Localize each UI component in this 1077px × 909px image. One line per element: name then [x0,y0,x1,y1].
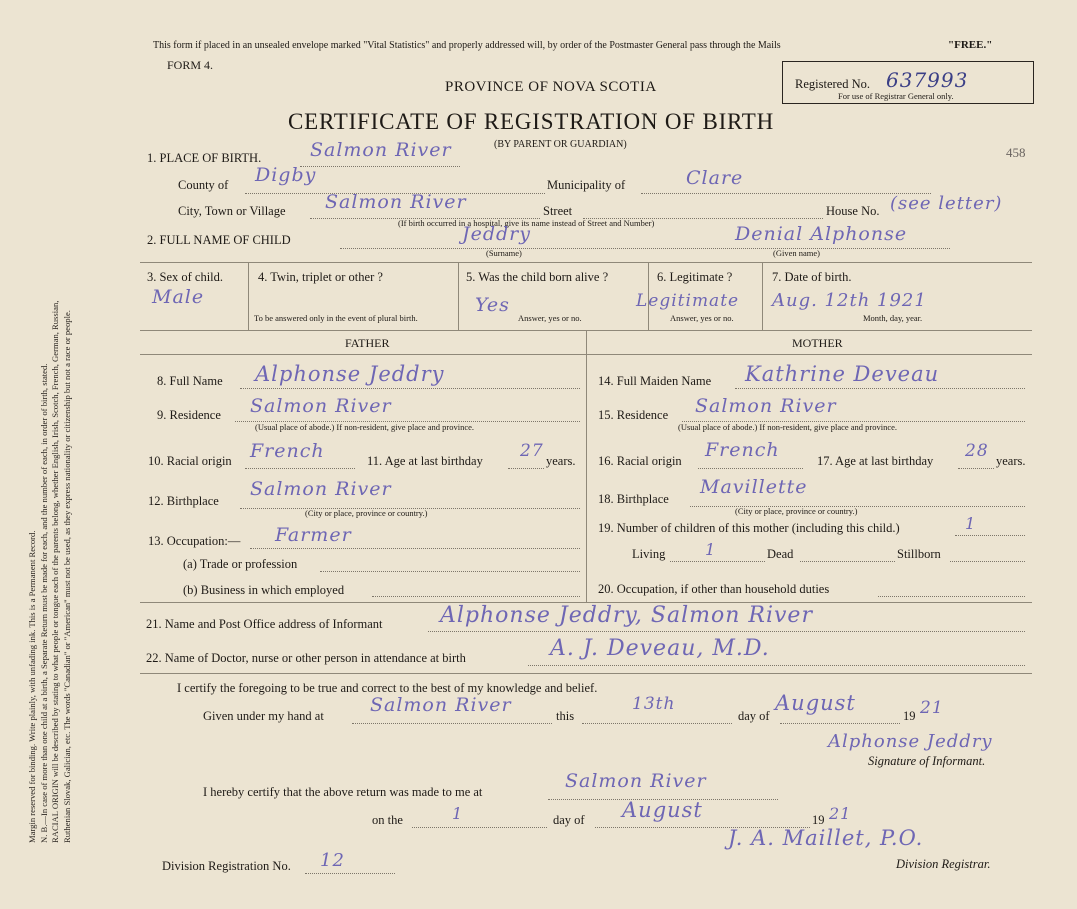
street-label: Street [543,204,573,218]
given-year-value: 21 [920,698,944,718]
on-the-label: on the [372,813,403,827]
mother-years: years. [996,454,1026,468]
father-residence-label: 9. Residence [157,408,221,422]
father-racial-value: French [250,440,325,462]
legitimate-label: 6. Legitimate ? [657,270,733,284]
father-heading: FATHER [345,336,390,350]
twin-label: 4. Twin, triplet or other ? [258,270,383,284]
father-birthplace-value: Salmon River [250,478,392,500]
child-surname: Jeddry [462,223,532,245]
registered-label: Registered No. [795,77,870,91]
mother-residence-note: (Usual place of abode.) If non-resident, give place and province. [678,422,898,432]
mother-racial-label: 16. Racial origin [598,454,682,468]
mother-birthplace-value: Mavillette [700,476,808,498]
date-of-birth-value: Aug. 12th 1921 [772,290,927,311]
father-birthplace-note: (City or place, province or country.) [305,508,428,518]
day-of-label: day of [738,709,770,723]
date-of-birth-note: Month, day, year. [863,313,923,323]
doctor-label: 22. Name of Doctor, nurse or other person in attendance at birth [146,651,466,665]
doctor-value: A. J. Deveau, M.D. [550,636,770,661]
informant-value: Alphonse Jeddry, Salmon River [440,603,813,628]
mother-age-label: 17. Age at last birthday [817,454,934,468]
certify-statement: I certify the foregoing to be true and correct to the best of my knowledge and belief. [177,681,598,695]
informant-signature: Alphonse Jeddry [828,731,993,752]
form-number: FORM 4. [167,58,214,72]
informant-label: 21. Name and Post Office address of Informant [146,617,383,631]
registered-number: 637993 [886,68,969,92]
trade-label: (a) Trade or profession [183,557,298,571]
mother-racial-value: French [705,439,780,461]
hospital-note: (If birth occurred in a hospital, give its name instead of Street and Number) [398,218,655,228]
registrar-month-value: August [622,798,703,822]
side-note-1: Margin reserved for binding. Write plainly, with unfading ink. This is a Permanent Record. [27,530,37,843]
side-note-4: Ruthenian Slovak, Galician, etc. The words "Canadian" or "American" must not be used, as they express nationality or citizenship but not a race or people. [61,310,72,843]
surname-caption: (Surname) [486,248,522,258]
father-occupation-label: 13. Occupation:— [148,534,241,548]
mother-age-value: 28 [965,441,989,461]
county-label: County of [178,178,229,192]
side-notes [27,83,73,843]
born-alive-value: Yes [475,294,510,316]
mother-heading: MOTHER [792,336,843,350]
children-count-label: 19. Number of children of this mother (including this child.) [598,521,900,535]
registrar-year-prefix: 19 [812,813,825,827]
division-registrar-caption: Division Registrar. [896,857,991,871]
father-birthplace-label: 12. Birthplace [148,494,219,508]
registrar-statement: I hereby certify that the above return was made to me at [203,785,483,799]
given-place-value: Salmon River [370,694,512,716]
father-occupation-value: Farmer [275,524,352,546]
province-heading: PROVINCE OF NOVA SCOTIA [445,79,657,95]
mother-residence-label: 15. Residence [598,408,669,422]
father-racial-label: 10. Racial origin [148,454,232,468]
mother-name-label: 14. Full Maiden Name [598,374,712,388]
free-label: "FREE." [948,39,993,51]
father-name-label: 8. Full Name [157,374,223,388]
given-day-value: 13th [632,694,676,714]
children-count-value: 1 [965,514,977,533]
given-caption: (Given name) [773,248,820,258]
city-value: Salmon River [325,191,467,213]
twin-note: To be answered only in the event of plural birth. [254,313,418,323]
house-number-value: (see letter) [890,193,1003,214]
given-year-prefix: 19 [903,709,916,723]
corner-mark: 458 [1006,145,1026,160]
municipality-label: Municipality of [547,178,626,192]
father-age-label: 11. Age at last birthday [367,454,483,468]
municipality-value: Clare [686,167,744,189]
registrar-day-of-label: day of [553,813,585,827]
legitimate-note: Answer, yes or no. [670,313,734,323]
this-label: this [556,709,575,723]
sex-value: Male [152,286,205,308]
father-residence-value: Salmon River [250,395,392,417]
house-number-label: House No. [826,204,880,218]
mother-occupation-label: 20. Occupation, if other than household duties [598,582,830,596]
child-given-name: Denial Alphonse [735,223,908,245]
given-under-label: Given under my hand at [203,709,324,723]
living-value: 1 [705,540,717,559]
legitimate-value: Legitimate [636,291,740,311]
mother-name-value: Kathrine Deveau [745,362,940,386]
place-of-birth-value: Salmon River [310,139,452,161]
date-of-birth-label: 7. Date of birth. [772,270,852,284]
mother-birthplace-note: (City or place, province or country.) [735,506,858,516]
registrar-place-value: Salmon River [565,770,707,792]
city-label: City, Town or Village [178,204,286,218]
born-alive-note: Answer, yes or no. [518,313,582,323]
business-label: (b) Business in which employed [183,583,345,597]
father-age-value: 27 [520,441,544,461]
page-title: CERTIFICATE OF REGISTRATION OF BIRTH [288,109,775,134]
born-alive-label: 5. Was the child born alive ? [466,270,609,284]
living-label: Living [632,547,666,561]
father-residence-note: (Usual place of abode.) If non-resident, give place and province. [255,422,475,432]
stillborn-label: Stillborn [897,547,941,561]
side-note-3: RACIAL ORIGIN will be described by stating to what people or tongue each of the parents belong, whether English, Irish, Scotch, French, German, Russian, [50,300,60,843]
informant-signature-caption: Signature of Informant. [868,754,986,768]
registrar-year-value: 21 [829,804,852,823]
father-name-value: Alphonse Jeddry [255,362,445,386]
county-value: Digby [255,164,317,186]
given-month-value: August [775,691,856,715]
mother-residence-value: Salmon River [695,395,837,417]
place-of-birth-label: 1. PLACE OF BIRTH. [147,151,262,165]
registrar-signature: J. A. Maillet, P.O. [728,826,924,850]
division-registration-value: 12 [320,850,345,871]
dead-label: Dead [767,547,794,561]
registrar-note: For use of Registrar General only. [838,91,954,101]
registrar-day-value: 1 [452,804,464,823]
sex-label: 3. Sex of child. [147,270,224,284]
mother-birthplace-label: 18. Birthplace [598,492,669,506]
side-note-2: N. B.—In case of more than one child at a birth, a Separate Return must be made for each, and the number of each, in order of birth, stated. [38,363,49,843]
division-registration-label: Division Registration No. [162,859,291,873]
child-name-label: 2. FULL NAME OF CHILD [147,233,291,247]
mail-notice: This form if placed in an unsealed envelope marked "Vital Statistics" and properly addressed will, by order of the Postmaster General pass through the Mails [153,40,781,51]
father-years: years. [546,454,576,468]
page-subtitle: (BY PARENT OR GUARDIAN) [494,139,627,150]
